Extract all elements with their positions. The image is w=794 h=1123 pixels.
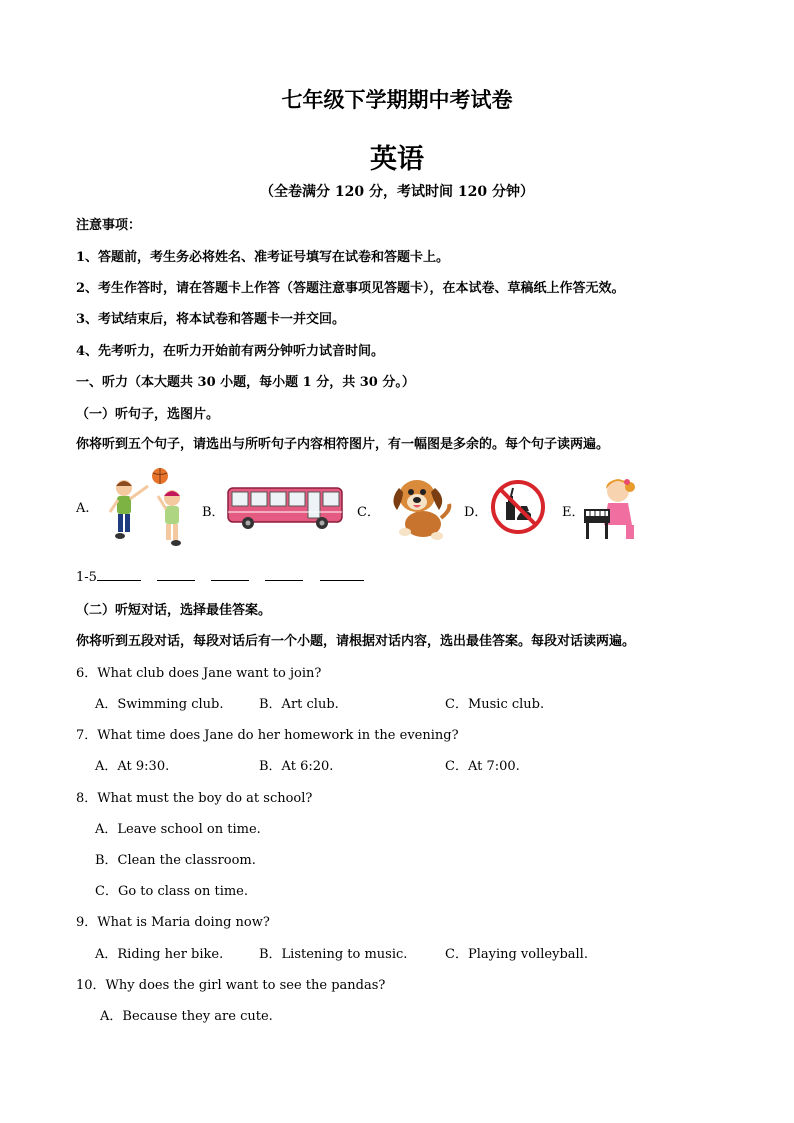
exam-title: 七年级下学期期中考试卷 — [281, 88, 513, 112]
question-9-stem: 9．What is Maria doing now? — [76, 915, 270, 930]
answer-blank-4[interactable] — [265, 568, 303, 581]
puppy-icon — [385, 470, 455, 548]
question-8-option-a[interactable]: A．Leave school on time. — [95, 822, 261, 837]
question-9-option-b[interactable]: B．Listening to music. — [259, 947, 408, 962]
part2-instruction: 你将听到五段对话，每段对话后有一个小题，请根据对话内容，选出最佳答案。每段对话读两遍。 — [76, 634, 636, 649]
question-7-option-a[interactable]: A．At 9:30. — [95, 759, 170, 774]
picture-label-d: D． — [464, 505, 488, 520]
answer-blanks — [76, 568, 364, 585]
question-6-option-b[interactable]: B．Art club. — [259, 697, 339, 712]
picture-label-c: C． — [357, 505, 380, 520]
kids-playing-basketball-icon — [100, 466, 192, 552]
score-info: （全卷满分 120 分，考试时间 120 分钟） — [260, 184, 534, 200]
question-8-option-c[interactable]: C．Go to class on time. — [95, 884, 249, 899]
picture-label-b: B． — [202, 505, 225, 520]
question-7-stem: 7．What time does Jane do her homework in the evening? — [76, 728, 459, 743]
bus-icon — [226, 486, 346, 534]
answer-blank-3[interactable] — [211, 568, 249, 581]
part1-instruction: 你将听到五个句子，请选出与所听句子内容相符图片，有一幅图是多余的。每个句子读两遍。 — [76, 437, 610, 452]
part2-heading: （二）听短对话，选择最佳答案。 — [76, 603, 272, 618]
subject-title: 英语 — [370, 144, 424, 175]
notice-heading: 注意事项： — [76, 218, 142, 233]
part1-heading: （一）听句子，选图片。 — [76, 407, 220, 422]
notice-item-2: 2、考生作答时，请在答题卡上作答（答题注意事项见答题卡），在本试卷、草稿纸上作答无效。 — [76, 281, 625, 296]
notice-item-4: 4、先考听力，在听力开始前有两分钟听力试音时间。 — [76, 344, 385, 359]
picture-label-a: A. — [76, 501, 90, 516]
question-6-stem: 6．What club does Jane want to join? — [76, 666, 322, 681]
picture-label-e: E． — [562, 505, 585, 520]
answer-blank-2[interactable] — [157, 568, 195, 581]
question-6-option-c[interactable]: C．Music club. — [445, 697, 545, 712]
section1-heading: 一、听力（本大题共 30 小题，每小题 1 分，共 30 分。） — [76, 375, 415, 390]
girl-playing-piano-icon — [582, 473, 642, 547]
question-6-option-a[interactable]: A．Swimming club. — [95, 697, 224, 712]
question-9-option-c[interactable]: C．Playing volleyball. — [445, 947, 588, 962]
question-9-option-a[interactable]: A．Riding her bike. — [95, 947, 224, 962]
question-7-option-c[interactable]: C．At 7:00. — [445, 759, 520, 774]
question-10-option-a[interactable]: A．Because they are cute. — [100, 1009, 273, 1024]
answer-blank-5[interactable] — [320, 568, 364, 581]
notice-item-1: 1、答题前，考生务必将姓名、准考证号填写在试卷和答题卡上。 — [76, 250, 450, 265]
notice-item-3: 3、考试结束后，将本试卷和答题卡一并交回。 — [76, 312, 346, 327]
question-10-stem: 10．Why does the girl want to see the pandas? — [76, 978, 386, 993]
answer-range-label: 1-5 — [76, 570, 97, 585]
question-8-stem: 8．What must the boy do at school? — [76, 791, 313, 806]
no-fast-food-sign-icon — [489, 478, 547, 540]
answer-blank-1[interactable] — [97, 568, 141, 581]
question-7-option-b[interactable]: B．At 6:20. — [259, 759, 334, 774]
question-8-option-b[interactable]: B．Clean the classroom. — [95, 853, 256, 868]
